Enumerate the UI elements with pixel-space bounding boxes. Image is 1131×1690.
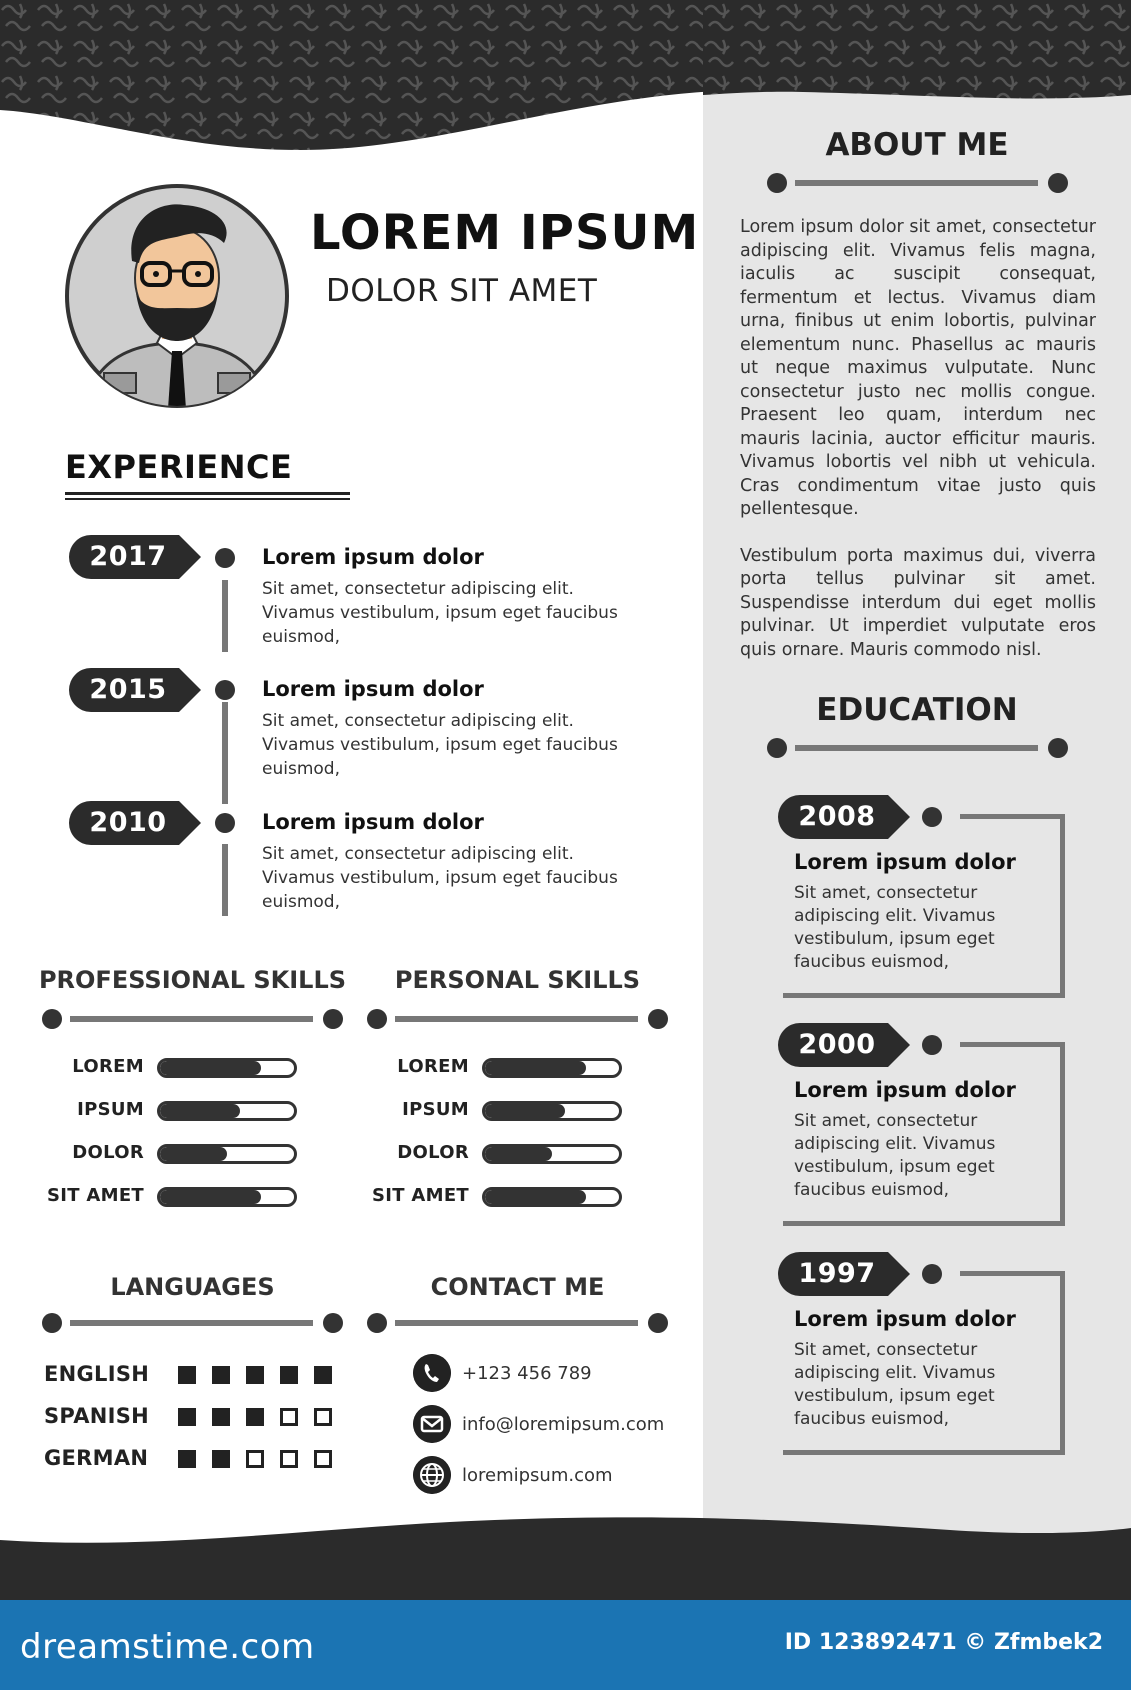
experience-underline [65, 492, 350, 495]
divider-dot [42, 1313, 62, 1333]
year-tag [778, 1023, 910, 1067]
phone-number[interactable]: +123 456 789 [462, 1363, 592, 1384]
divider-line [795, 745, 1038, 751]
skill-bar [482, 1187, 622, 1207]
skill-bar [482, 1058, 622, 1078]
experience-heading: EXPERIENCE [65, 448, 293, 486]
rating-square-filled [212, 1366, 230, 1384]
skill-bar [157, 1058, 297, 1078]
timeline-line [222, 580, 228, 652]
avatar [64, 183, 290, 409]
education-item-desc: Sit amet, consectetur adipiscing elit. Vivamus vestibulum, ipsum eget faucibus euismod, [794, 1340, 996, 1429]
rating-square-filled [178, 1450, 196, 1468]
skill-bar [157, 1187, 297, 1207]
footer-image-id: ID 123892471 © Zfmbek2 [784, 1630, 1103, 1655]
rating-square-filled [178, 1408, 196, 1426]
language-label: ENGLISH [44, 1362, 150, 1386]
about-paragraph: Lorem ipsum dolor sit amet, consectetur adipiscing elit. Vivamus felis magna, iaculis ac suscipit consequat, fermentum et lectus. Vivamus diam urna, finibus ut enim lobortis, pulvinar elementum nunc. Phasellus ac mauris ut neque maximus vulputate. Nunc consectetur justo nec mollis congue. Praesent leo quam, interdum nec mauris lacinia, auctor efficitur mauris. Vivamus lobortis vel nibh ut vehicula. Cras condimentum vitae justo quis pellentesque. [740, 217, 1096, 519]
year-tag [69, 668, 201, 712]
skill-bar-fill [485, 1061, 586, 1075]
rating-square-filled [314, 1366, 332, 1384]
timeline-line [222, 702, 228, 804]
skill-bar-fill [160, 1190, 261, 1204]
skill-bar-fill [160, 1061, 261, 1075]
divider-line [395, 1320, 638, 1326]
rating-square-empty [314, 1450, 332, 1468]
education-item-title: Lorem ipsum dolor [794, 850, 1016, 874]
timeline-dot [922, 1264, 942, 1284]
experience-item-title: Lorem ipsum dolor [262, 810, 484, 834]
skill-bar-fill [485, 1190, 586, 1204]
divider-dot [323, 1009, 343, 1029]
education-item-desc: Sit amet, consectetur adipiscing elit. Vivamus vestibulum, ipsum eget faucibus euismod, [794, 1111, 996, 1200]
skill-label: IPSUM [402, 1099, 469, 1120]
skill-bar [157, 1144, 297, 1164]
about-heading: ABOUT ME [825, 127, 1009, 163]
skill-label: SIT AMET [46, 1185, 144, 1206]
skill-label: IPSUM [77, 1099, 144, 1120]
phone-icon [413, 1354, 451, 1392]
skill-bar-fill [485, 1104, 565, 1118]
experience-item-desc: Sit amet, consectetur adipiscing elit. Vivamus vestibulum, ipsum eget faucibus euismod, [262, 844, 618, 912]
rating-square-filled [280, 1366, 298, 1384]
education-item-desc: Sit amet, consectetur adipiscing elit. Vivamus vestibulum, ipsum eget faucibus euismod, [794, 883, 996, 972]
divider-line [795, 180, 1038, 186]
contact-heading: CONTACT ME [430, 1273, 605, 1301]
email-address[interactable]: info@loremipsum.com [462, 1414, 665, 1435]
experience-underline-2 [65, 498, 350, 500]
divider-dot [42, 1009, 62, 1029]
skill-bar-fill [160, 1147, 227, 1161]
divider-dot [648, 1009, 668, 1029]
year-label: 2015 [89, 674, 167, 705]
person-name: LOREM IPSUM [310, 205, 700, 261]
rating-square-empty [280, 1450, 298, 1468]
year-tag [69, 801, 201, 845]
experience-item-title: Lorem ipsum dolor [262, 545, 484, 569]
divider-dot [648, 1313, 668, 1333]
skill-bar-fill [160, 1104, 240, 1118]
experience-item-desc: Sit amet, consectetur adipiscing elit. Vivamus vestibulum, ipsum eget faucibus euismod, [262, 711, 618, 779]
rating-square-filled [246, 1366, 264, 1384]
about-paragraph: Vestibulum porta maximus dui, viverra porta tellus pulvinar sit amet. Suspendisse interdum dui eget mollis pulvinar. Ut imperdiet vulputate eros quis ornare. Mauris commodo nisl. [740, 545, 1096, 660]
rating-square-filled [246, 1408, 264, 1426]
experience-item-desc: Sit amet, consectetur adipiscing elit. Vivamus vestibulum, ipsum eget faucibus euismod, [262, 579, 618, 647]
education-item-title: Lorem ipsum dolor [794, 1078, 1016, 1102]
skill-label: DOLOR [397, 1142, 469, 1163]
experience-item-title: Lorem ipsum dolor [262, 677, 484, 701]
skill-bar-fill [485, 1147, 552, 1161]
rating-square-filled [212, 1408, 230, 1426]
divider-dot [767, 173, 787, 193]
divider-dot [323, 1313, 343, 1333]
skill-label: LOREM [72, 1056, 144, 1077]
education-item-title: Lorem ipsum dolor [794, 1307, 1016, 1331]
skill-label: SIT AMET [371, 1185, 469, 1206]
rating-square-empty [246, 1450, 264, 1468]
rating-square-filled [178, 1366, 196, 1384]
email-icon [413, 1405, 451, 1443]
skill-label: LOREM [397, 1056, 469, 1077]
year-tag [778, 1252, 910, 1296]
skill-bar [482, 1101, 622, 1121]
timeline-dot [922, 807, 942, 827]
timeline-dot [922, 1035, 942, 1055]
rating-square-empty [314, 1408, 332, 1426]
personal-skills-heading: PERSONAL SKILLS [394, 966, 641, 994]
year-label: 2000 [798, 1029, 876, 1060]
education-heading: EDUCATION [816, 692, 1018, 728]
about-text [740, 216, 1096, 685]
divider-dot [367, 1313, 387, 1333]
timeline-dot [215, 680, 235, 700]
skill-bar [157, 1101, 297, 1121]
rating-square-empty [280, 1408, 298, 1426]
website-url[interactable]: loremipsum.com [462, 1465, 613, 1486]
divider-dot [367, 1009, 387, 1029]
divider-line [70, 1320, 313, 1326]
language-label: GERMAN [44, 1446, 149, 1470]
year-label: 2010 [89, 807, 167, 838]
globe-icon [413, 1456, 451, 1494]
person-title: DOLOR SIT AMET [326, 273, 598, 309]
rating-square-filled [212, 1450, 230, 1468]
timeline-line [222, 844, 228, 916]
bottom-pattern-band [0, 1500, 1131, 1600]
timeline-dot [215, 813, 235, 833]
skill-label: DOLOR [72, 1142, 144, 1163]
year-tag [69, 535, 201, 579]
divider-dot [767, 738, 787, 758]
year-label: 2017 [89, 541, 167, 572]
footer-logo[interactable]: dreamstime.com [20, 1627, 315, 1667]
divider-dot [1048, 173, 1068, 193]
language-label: SPANISH [44, 1404, 150, 1428]
skill-bar [482, 1144, 622, 1164]
divider-dot [1048, 738, 1068, 758]
year-label: 2008 [798, 801, 876, 832]
timeline-dot [215, 548, 235, 568]
year-tag [778, 795, 910, 839]
year-label: 1997 [798, 1258, 876, 1289]
professional-skills-heading: PROFESSIONAL SKILLS [38, 966, 347, 994]
top-pattern-band-right [703, 0, 1131, 110]
divider-line [70, 1016, 313, 1022]
languages-heading: LANGUAGES [110, 1273, 275, 1301]
divider-line [395, 1016, 638, 1022]
